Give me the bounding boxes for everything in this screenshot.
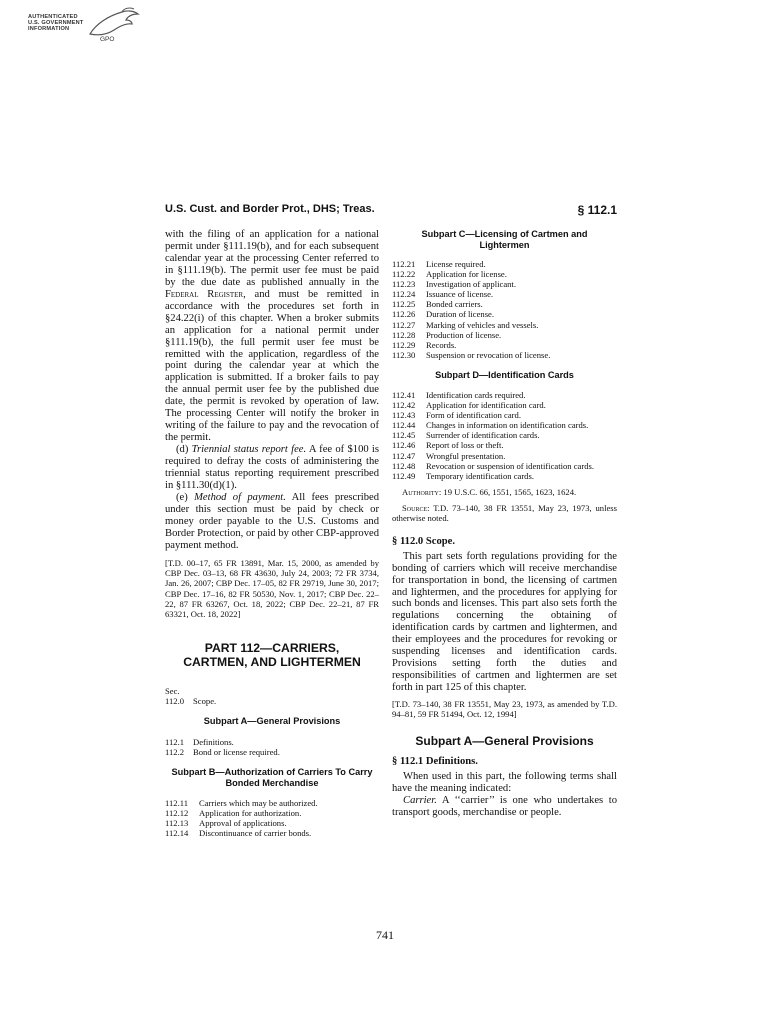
toc-item[interactable]: 112.26 Duration of license. <box>392 309 495 320</box>
section-112-1-text: When used in this part, the following terms shall have the meaning indicated: <box>392 770 617 794</box>
toc-item[interactable]: 112.24 Issuance of license. <box>392 289 494 300</box>
page-number: 741 <box>376 928 394 942</box>
toc-item[interactable]: 112.46 Report of loss or theft. <box>392 440 504 451</box>
toc-subpart-d <box>392 390 617 481</box>
toc-item[interactable]: 112.49 Temporary identification cards. <box>392 470 534 481</box>
running-head <box>165 203 617 219</box>
subpart-a-toc-heading: Subpart A—General Provisions <box>203 715 341 726</box>
toc-item[interactable]: 112.48 Revocation or suspension of identification cards. <box>392 460 595 471</box>
toc-item[interactable]: 112.2 Bond or license required. <box>165 746 280 757</box>
section-112-0-heading: § 112.0 Scope. <box>392 535 455 547</box>
toc-item[interactable]: 112.22 Application for license. <box>392 269 507 280</box>
toc-item[interactable]: 112.11 Carriers which may be authorized. <box>165 797 318 808</box>
triennial-fee-paragraph: (d) Triennial status report fee. A fee of $100 is required to defray the costs of administering the triennial status reporting requirement prescribed in §111.30(d)(1). <box>165 444 379 492</box>
logo-gpo: GPO <box>100 36 115 43</box>
toc-item[interactable]: 112.41 Identification cards required. <box>392 389 526 400</box>
part-title: PART 112—CARRIERS, CARTMEN, AND LIGHTERMEN <box>183 640 361 669</box>
logo-line-2: U.S. GOVERNMENT <box>28 20 84 26</box>
subpart-a-heading: Subpart A—General Provisions <box>415 733 594 748</box>
toc-item[interactable]: 112.27 Marking of vehicles and vessels. <box>392 319 539 330</box>
toc-item[interactable]: 112.28 Production of license. <box>392 329 502 340</box>
toc-item[interactable]: 112.1 Definitions. <box>165 736 234 747</box>
running-head-right: § 112.1 <box>577 203 617 217</box>
toc-subpart-b <box>165 798 379 838</box>
authority-note: Authority: 19 U.S.C. 66, 1551, 1565, 1623, 1624. <box>402 486 577 497</box>
toc-sec-label: Sec. <box>165 685 180 696</box>
toc-item[interactable]: 112.29 Records. <box>392 339 457 350</box>
method-of-payment-paragraph: (e) Method of payment. All fees prescribed under this section must be paid by check or money order payable to the U.S. Customs and Border Protection, or paid by other CBP-approved payment method. <box>165 491 379 551</box>
toc-intro <box>165 696 379 706</box>
toc-item[interactable]: 112.47 Wrongful presentation. <box>392 450 506 461</box>
toc-item[interactable]: 112.42 Application for identification card. <box>392 400 546 411</box>
gpo-authentication-logo <box>24 6 144 46</box>
toc-item[interactable]: 112.30 Suspension or revocation of license. <box>392 349 551 360</box>
toc-item[interactable]: 112.45 Surrender of identification cards. <box>392 430 540 441</box>
right-column <box>392 229 617 819</box>
toc-item[interactable]: 112.44 Changes in information on identification cards. <box>392 420 589 431</box>
left-column <box>165 229 379 838</box>
toc-item[interactable]: 112.0 Scope. <box>165 695 217 706</box>
carrier-definition: Carrier. A ‘‘carrier’’ is one who undertakes to transport goods, merchandise or people. <box>392 794 617 818</box>
section-112-0-text: This part sets forth regulations providing for the bonding of carriers which will receive merchandise for transportation in bond, the licensing of cartmen and lightermen, and the procedures for applying for such bonds and licenses. This part also sets forth the regulations concerning the obtaining of identification cards by cartmen and lightermen, and their employees and the procedures for revoking or suspending licenses and identification cards. Provisions setting forth the duties and responsibilities of cartmen and lightermen are set forth in part 125 of this chapter. <box>392 550 617 694</box>
logo-line-3: INFORMATION <box>28 26 70 32</box>
running-head-left: U.S. Cust. and Border Prot., DHS; Treas. <box>165 203 375 215</box>
toc-item[interactable]: 112.12 Application for authorization. <box>165 807 302 818</box>
section-112-1-heading: § 112.1 Definitions. <box>392 755 478 767</box>
subpart-c-toc-heading: Subpart C—Licensing of Cartmen and Lightermen <box>421 229 588 250</box>
toc-subpart-c <box>392 259 617 360</box>
toc-subpart-a <box>165 737 379 757</box>
toc-item[interactable]: 112.14 Discontinuance of carrier bonds. <box>165 828 312 839</box>
source-note: Source: T.D. 73–140, 38 FR 13551, May 23, 1973, unless otherwise noted. <box>392 503 617 524</box>
eagle-icon <box>82 6 142 38</box>
fee-paragraph-continued: with the filing of an application for a national permit under §111.19(b), and for each subsequent calendar year at the processing Center referred to in §111.19(b). The permit user fee must be paid by the due date as published annually in the Federal Register, and must be remitted in accordance with the procedures set forth in §24.22(i) of this chapter. When a broker submits an application for a national permit under §111.19(b), the full permit user fee must be remitted with the application, regardless of the point during the calendar year at which the application is submitted. If a broker fails to pay the annual permit user fee by the published due date, the permit is revoked by operation of law. The processing Center will notify the broker in writing of the failure to pay and the revocation of the permit. <box>165 229 379 444</box>
subpart-b-toc-heading: Subpart B—Authorization of Carriers To Carry Bonded Merchandise <box>171 766 373 788</box>
toc-item[interactable]: 112.13 Approval of applications. <box>165 818 287 829</box>
logo-line-1: AUTHENTICATED <box>28 14 78 20</box>
toc-item[interactable]: 112.23 Investigation of applicant. <box>392 279 516 290</box>
subpart-d-toc-heading: Subpart D—Identification Cards <box>435 369 574 380</box>
amendment-citation: [T.D. 00–17, 65 FR 13891, Mar. 15, 2000, as amended by CBP Dec. 03–13, 68 FR 43630, July 24, 2003; 72 FR 3734, Jan. 26, 2007; CBP Dec. 17–05, 82 FR 29719, June 30, 2017; CBP Dec. 17–16, 82 FR 50530, Nov. 1, 2017; CBP Dec. 22–22, 87 FR 63267, Oct. 18, 2022; CBP Dec. 22–21, 87 FR 63321, Oct. 18, 2022] <box>165 557 379 620</box>
toc-item[interactable]: 112.25 Bonded carriers. <box>392 299 483 310</box>
section-112-0-citation: [T.D. 73–140, 38 FR 13551, May 23, 1973, as amended by T.D. 94–81, 59 FR 51494, Oct. 12, 1994] <box>392 699 617 720</box>
toc-item[interactable]: 112.43 Form of identification card. <box>392 410 521 421</box>
toc-item[interactable]: 112.21 License required. <box>392 259 486 269</box>
